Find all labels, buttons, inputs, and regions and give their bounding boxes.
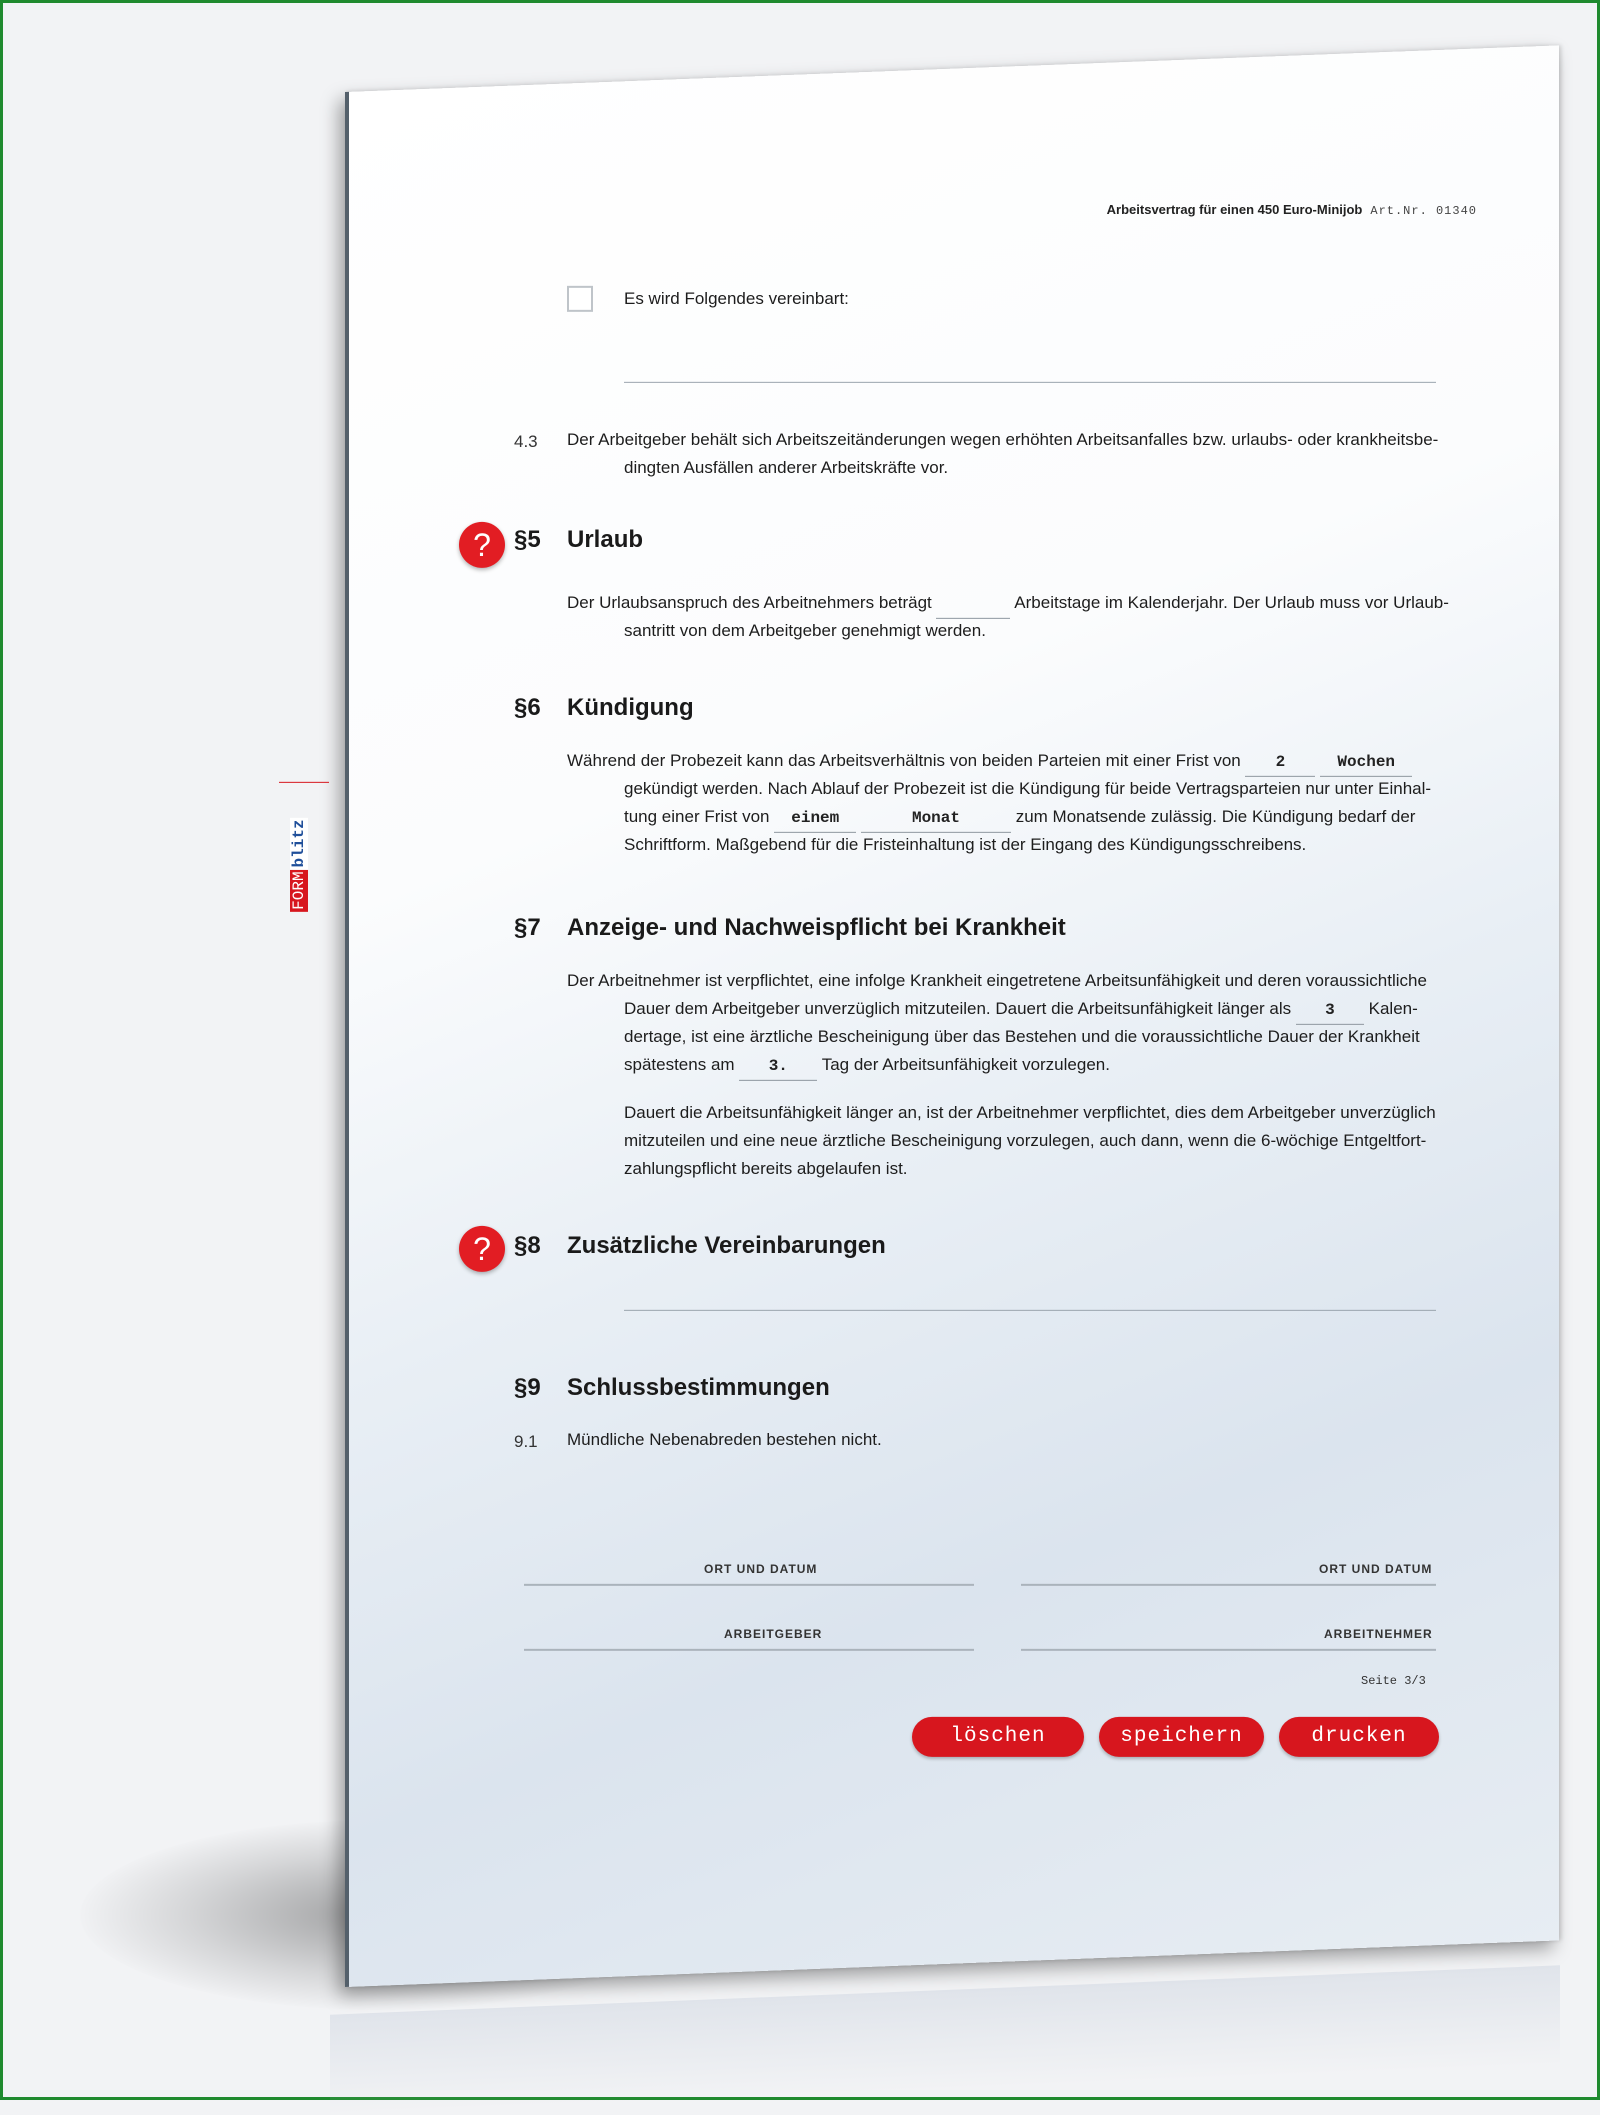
- clause-number: 9.1: [514, 1431, 538, 1451]
- ort-datum-right-label: ORT UND DATUM: [1319, 1561, 1433, 1576]
- document-sheet: [290, 45, 1559, 1987]
- probe-period-value-field[interactable]: 2: [1245, 748, 1315, 777]
- section-number: §5: [514, 525, 541, 553]
- ort-datum-left-line[interactable]: [524, 1584, 974, 1586]
- section-title-urlaub: Urlaub: [567, 525, 644, 553]
- urlaub-text-line1: [567, 589, 1449, 619]
- section-number: §9: [514, 1373, 541, 1401]
- krankheit-p2-line3: zahlungspflicht bereits abgelaufen ist.: [624, 1158, 908, 1178]
- notice-period-unit-field[interactable]: Monat: [861, 804, 1011, 833]
- checkbox-label: Es wird Folgendes vereinbart:: [624, 288, 849, 308]
- urlaub-text-line2: santritt von dem Arbeitgeber genehmigt werden.: [624, 620, 986, 640]
- clause-4-3-text-cont: dingten Ausfällen anderer Arbeitskräfte vor.: [624, 457, 949, 477]
- kuendigung-line1: [567, 747, 1412, 777]
- krankheit-line1: Der Arbeitnehmer ist verpflichtet, eine infolge Krankheit eingetretene Arbeitsunfähigkeit und deren voraussichtliche: [567, 970, 1427, 990]
- ort-datum-left-label: ORT UND DATUM: [704, 1561, 818, 1576]
- krankheit-text-d: Tag der Arbeitsunfähigkeit vorzulegen.: [821, 1054, 1110, 1074]
- kuendigung-text-a: Während der Probezeit kann das Arbeitsverhältnis von beiden Parteien mit einer Frist von: [567, 750, 1241, 770]
- krankheit-line3: dertage, ist eine ärztliche Bescheinigung über das Bestehen und die voraussichtliche Dauer der Krankheit: [624, 1026, 1420, 1046]
- document-title: Arbeitsvertrag für einen 450 Euro-Minijob: [1106, 201, 1363, 217]
- logo-form-text: FORM: [290, 871, 308, 910]
- kuendigung-line4: Schriftform. Maßgebend für die Fristeinhaltung ist der Eingang des Kündigungsschreibens.: [624, 834, 1307, 854]
- sick-days-field[interactable]: 3: [1296, 996, 1364, 1025]
- arbeitnehmer-label: ARBEITNEHMER: [1324, 1626, 1433, 1641]
- urlaub-text-b: Arbeitstage im Kalenderjahr. Der Urlaub muss vor Urlaub-: [1014, 592, 1449, 612]
- ort-datum-right-line[interactable]: [1021, 1584, 1436, 1586]
- additional-agreements-input-line[interactable]: [624, 1310, 1436, 1311]
- clause-number: 4.3: [514, 431, 538, 451]
- notice-period-value-field[interactable]: einem: [774, 804, 856, 833]
- krankheit-text-a: Dauer dem Arbeitgeber unverzüglich mitzuteilen. Dauert die Arbeitsunfähigkeit länger als: [624, 998, 1292, 1018]
- section-number: §6: [514, 693, 541, 721]
- print-button[interactable]: drucken: [1279, 1717, 1439, 1757]
- section-title-vereinbarungen: Zusätzliche Vereinbarungen: [567, 1231, 886, 1259]
- krankheit-text-c: spätestens am: [624, 1054, 735, 1074]
- arbeitnehmer-signature-line[interactable]: [1021, 1649, 1436, 1651]
- kuendigung-text-b: tung einer Frist von: [624, 806, 770, 826]
- krankheit-p2-line2: mitzuteilen und eine neue ärztliche Bescheinigung vorzulegen, auch dann, wenn die 6-wöchige Entgeltfort-: [624, 1130, 1427, 1150]
- kuendigung-line3: [624, 803, 1415, 833]
- section-title-krankheit: Anzeige- und Nachweispflicht bei Krankheit: [567, 913, 1066, 941]
- save-button[interactable]: speichern: [1099, 1717, 1264, 1757]
- article-number: Art.Nr. 01340: [1370, 203, 1477, 218]
- clause-4-3-text: Der Arbeitgeber behält sich Arbeitszeitänderungen wegen erhöhten Arbeitsanfalles bzw. urlaubs- oder krankheitsbe-: [567, 429, 1439, 449]
- kuendigung-line2: gekündigt werden. Nach Ablauf der Probezeit ist die Kündigung für beide Vertragsparteien nur unter Einhal-: [624, 778, 1432, 798]
- section-title-schluss: Schlussbestimmungen: [567, 1373, 830, 1401]
- clause-9-1-text: Mündliche Nebenabreden bestehen nicht.: [567, 1429, 882, 1449]
- formblitz-logo: [289, 792, 309, 912]
- krankheit-line4: [624, 1051, 1110, 1081]
- probe-period-unit-field[interactable]: Wochen: [1320, 748, 1412, 777]
- document-content: [290, 92, 1559, 1987]
- urlaub-text-a: Der Urlaubsanspruch des Arbeitnehmers beträgt: [567, 592, 932, 612]
- brand-accent-line: [279, 782, 329, 783]
- agreement-checkbox[interactable]: [567, 286, 593, 312]
- certificate-day-field[interactable]: 3.: [739, 1052, 817, 1081]
- help-icon[interactable]: ?: [459, 522, 505, 568]
- arbeitgeber-label: ARBEITGEBER: [724, 1626, 823, 1641]
- krankheit-line2: [624, 995, 1418, 1025]
- krankheit-text-b: Kalen-: [1368, 998, 1418, 1018]
- help-icon[interactable]: ?: [459, 1226, 505, 1272]
- section-number: §7: [514, 913, 541, 941]
- logo-blitz-text: blitz: [290, 819, 308, 868]
- agreement-input-line[interactable]: [624, 382, 1436, 383]
- arbeitgeber-signature-line[interactable]: [524, 1649, 974, 1651]
- page-number: Seite 3/3: [1361, 1673, 1426, 1688]
- section-title-kuendigung: Kündigung: [567, 693, 694, 721]
- document-header: [1107, 202, 1477, 218]
- krankheit-p2-line1: Dauert die Arbeitsunfähigkeit länger an, ist der Arbeitnehmer verpflichtet, dies dem Arbeitgeber unverzüglich: [624, 1102, 1436, 1122]
- delete-button[interactable]: löschen: [912, 1717, 1084, 1757]
- kuendigung-text-c: zum Monatsende zulässig. Die Kündigung bedarf der: [1015, 806, 1416, 826]
- vacation-days-field[interactable]: [936, 590, 1010, 619]
- section-number: §8: [514, 1231, 541, 1259]
